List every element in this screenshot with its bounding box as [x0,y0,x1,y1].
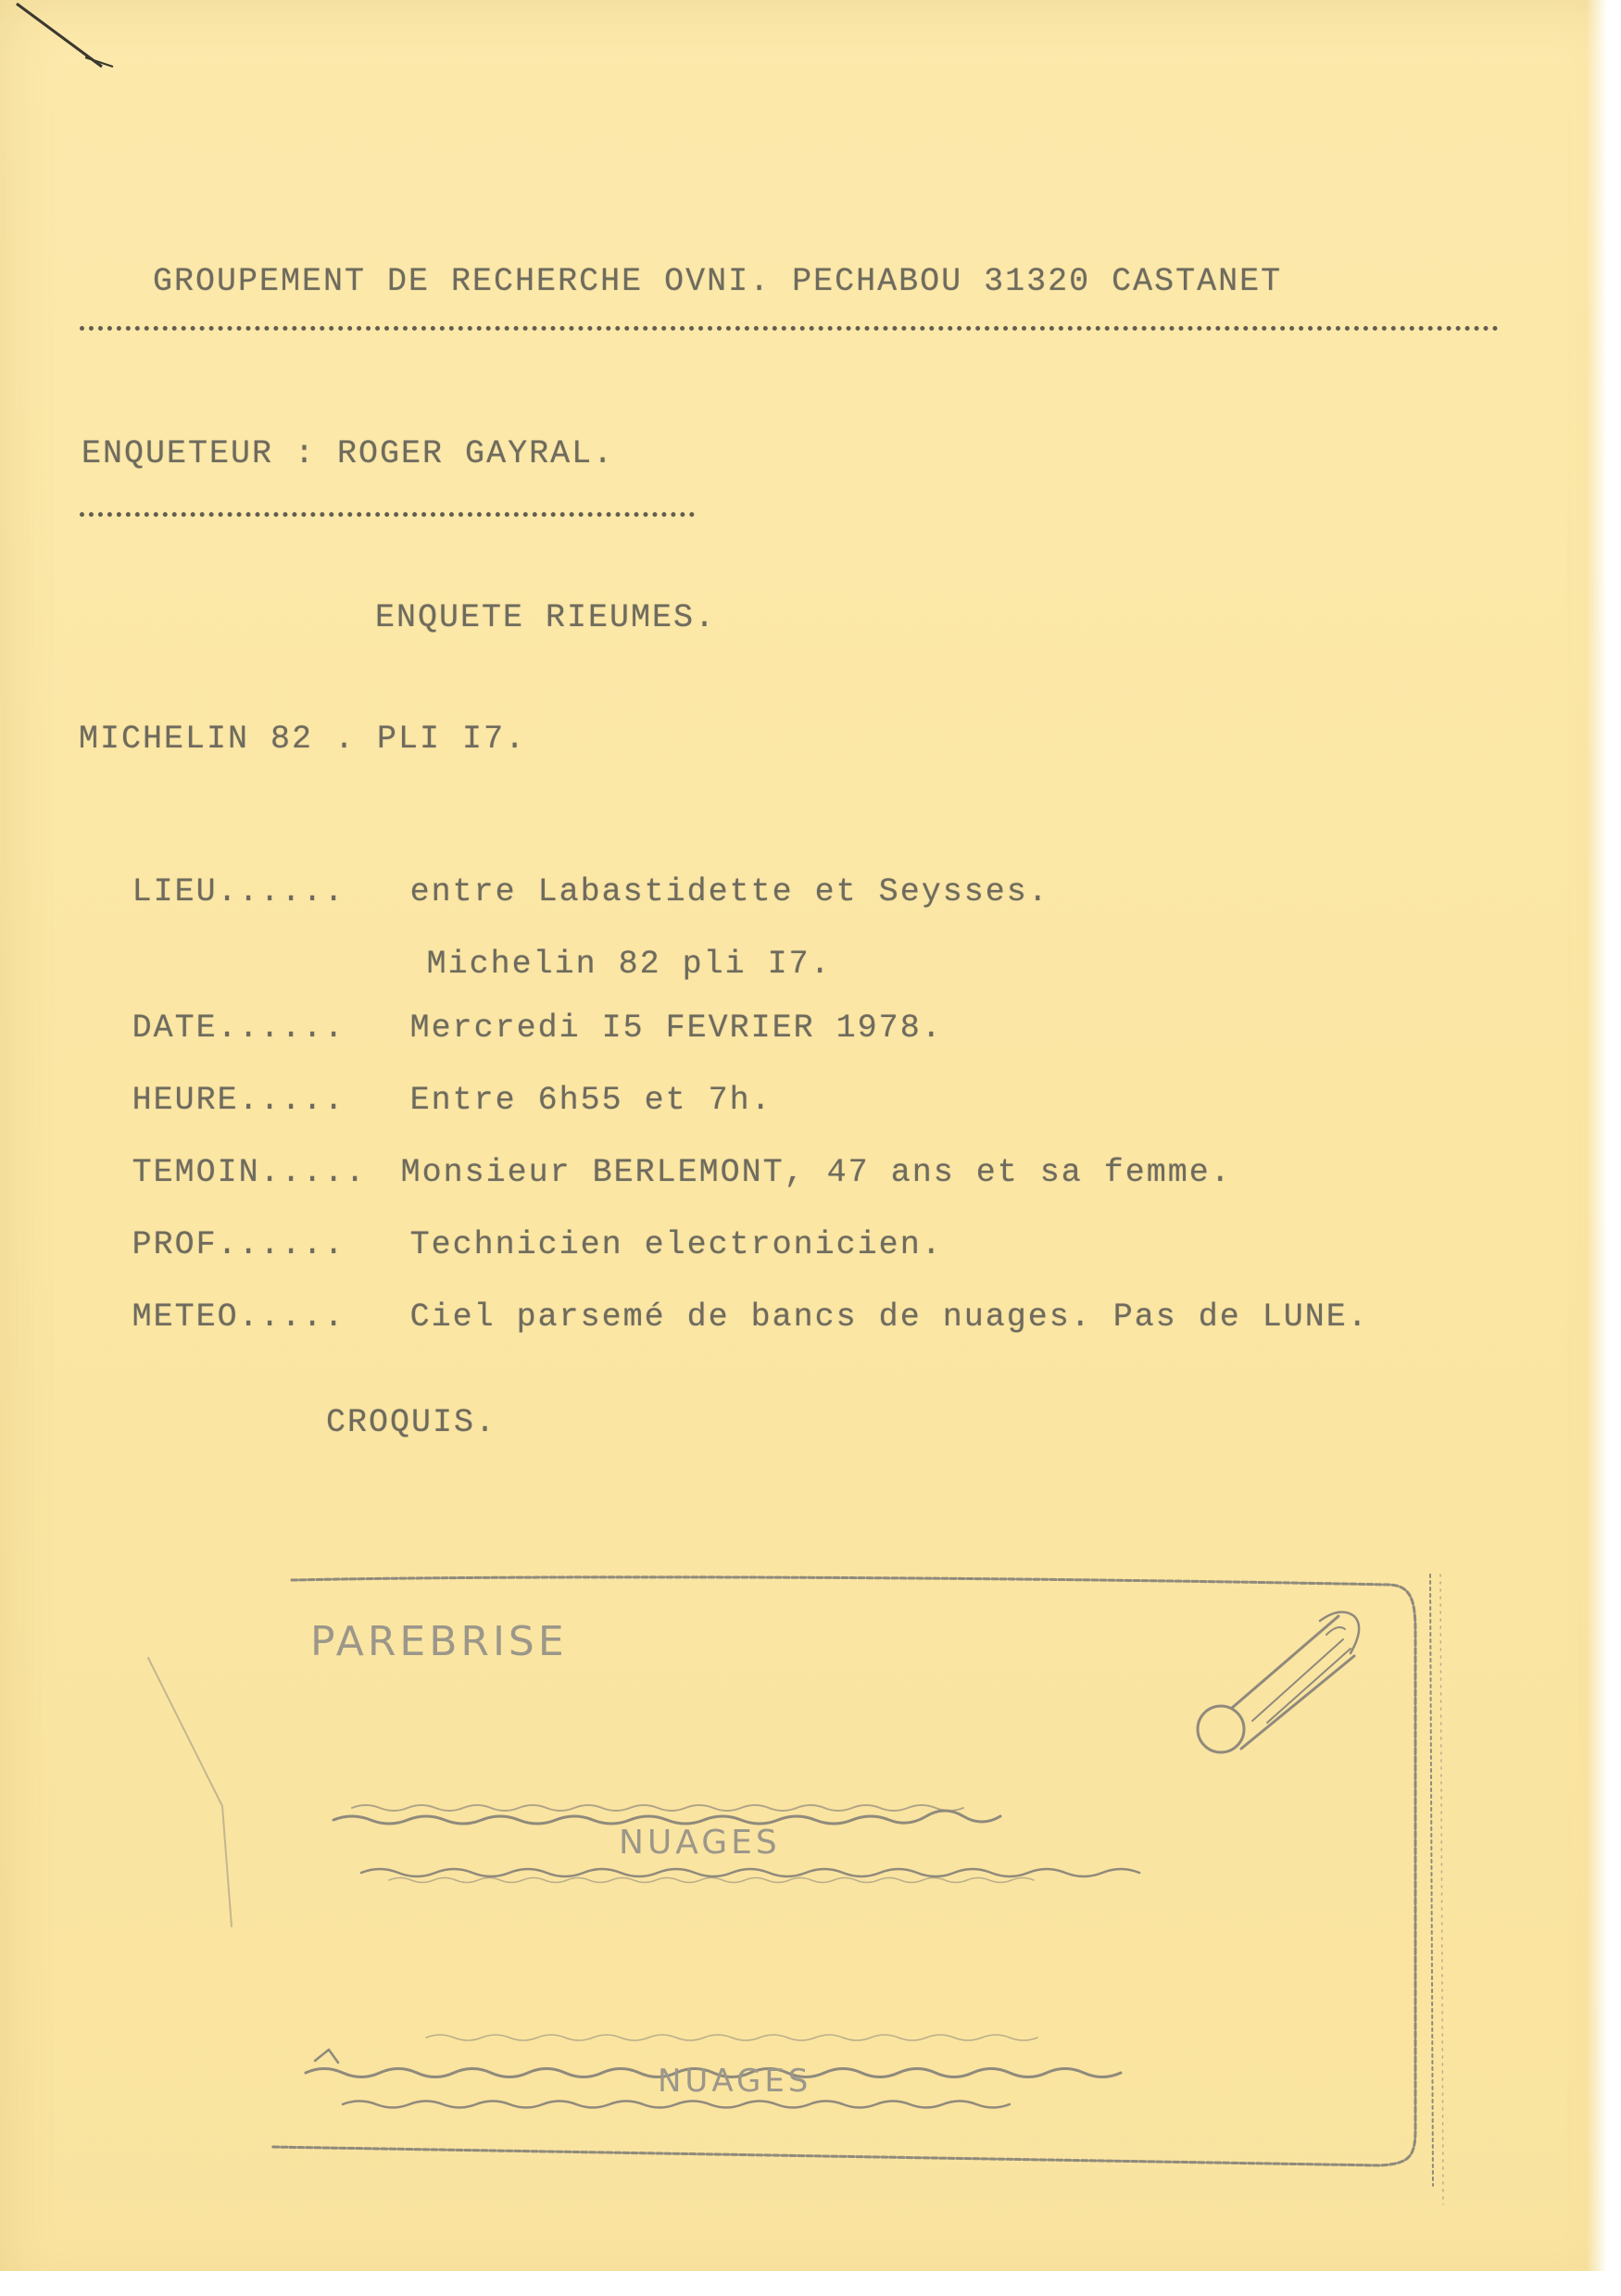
field-label: TEMOIN..... [132,1154,367,1191]
field-label: PROF...... [132,1226,346,1263]
survey-title: ENQUETE RIEUMES. [375,599,717,636]
clouds-label-lower: NUAGES [658,2063,812,2100]
field-label: HEURE..... [132,1082,346,1119]
field-label: METEO..... [132,1299,346,1336]
field-value: Mercredi I5 FEVRIER 1978. [409,1010,943,1047]
field-value: Entre 6h55 et 7h. [409,1082,773,1119]
field-value: Ciel parsemé de bancs de nuages. Pas de LUNE. [409,1299,1369,1336]
field-label: DATE...... [132,1010,346,1047]
object-sketch [1198,1612,1359,1752]
field-value: Technicien electronicien. [409,1226,943,1263]
organization-header: GROUPEMENT DE RECHERCHE OVNI. PECHABOU 31320 CASTANET [153,263,1283,300]
cloud-band-upper [333,1811,1000,1824]
field-label: LIEU...... [132,873,346,910]
field-value: Michelin 82 pli I7. [426,946,832,983]
staple-mark [0,0,148,93]
windshield-label: PAREBRISE [310,1618,568,1665]
map-reference: MICHELIN 82 . PLI I7. [79,721,527,758]
field-value: entre Labastidette et Seysses. [409,873,1049,910]
sketch-heading: CROQUIS. [326,1404,497,1441]
field-value: Monsieur BERLEMONT, 47 ans et sa femme. [400,1154,1232,1191]
investigator-line: ENQUETEUR : ROGER GAYRAL. [82,435,615,472]
clouds-label-upper: NUAGES [619,1824,781,1862]
